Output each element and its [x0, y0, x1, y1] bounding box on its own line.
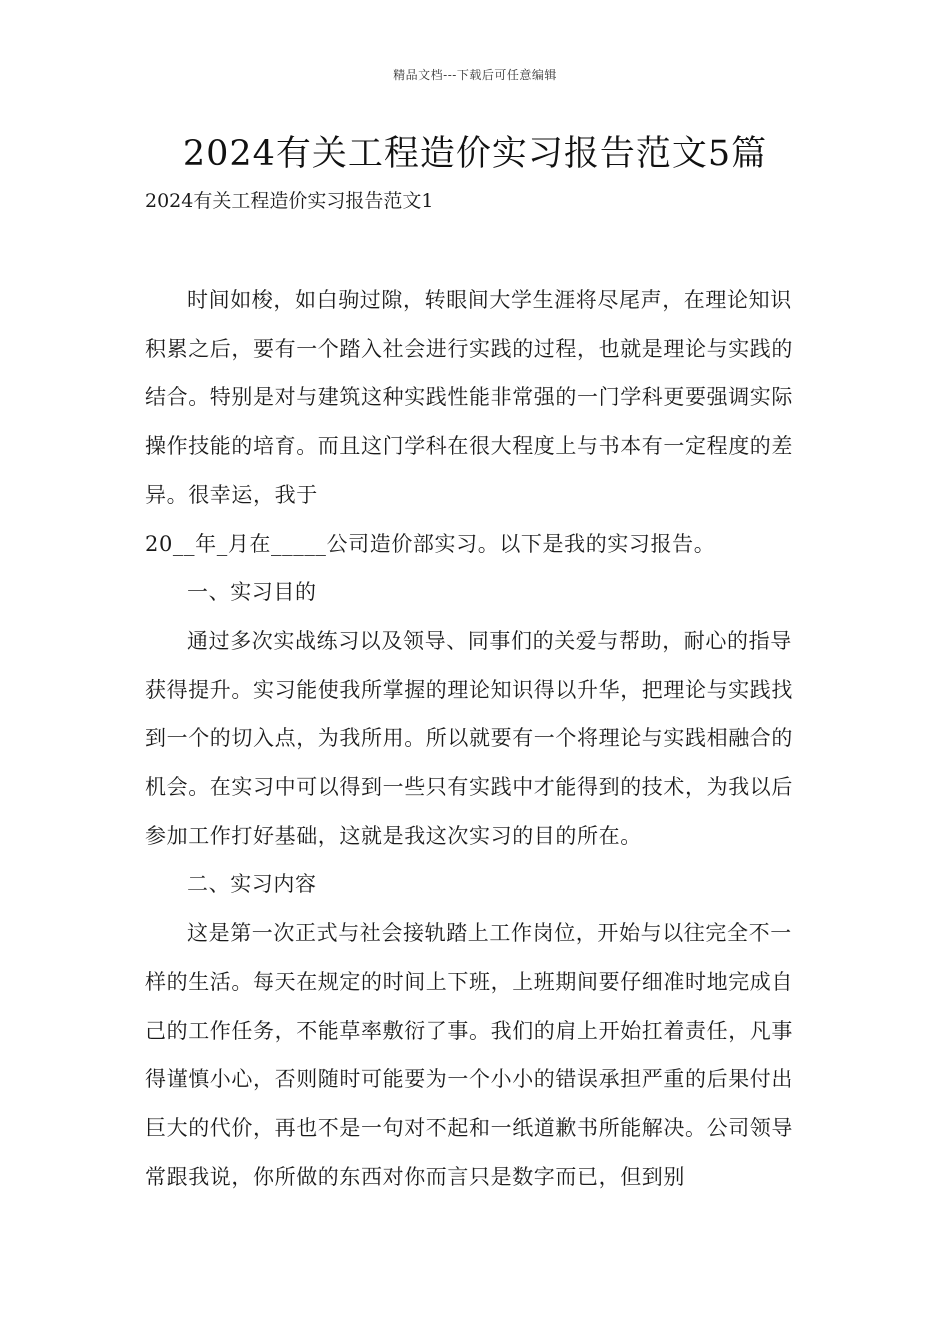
paragraph-date-line: 20__年_月在_____公司造价部实习。以下是我的实习报告。	[145, 531, 716, 556]
document-subtitle: 2024有关工程造价实习报告范文1	[145, 190, 434, 212]
header-note: 精品文档---下载后可任意编辑	[393, 68, 557, 82]
paragraph-purpose: 通过多次实战练习以及领导、同事们的关爱与帮助，耐心的指导获得提升。实习能使我所掌握的理论知识得以升华，把理论与实践找到一个的切入点，为我所用。所以就要有一个将理论与实践相融合的机会。在实习中可以得到一些只有实践中才能得到的技术，为我以后参加工作打好基础，这就是我这次实习的目的所在。	[145, 628, 793, 848]
paragraph-content: 这是第一次正式与社会接轨踏上工作岗位，开始与以往完全不一样的生活。每天在规定的时间上下班，上班期间要仔细准时地完成自己的工作任务，不能草率敷衍了事。我们的肩上开始扛着责任，凡事得谨慎小心，否则随时可能要为一个小小的错误承担严重的后果付出巨大的代价，再也不是一句对不起和一纸道歉书所能解决。公司领导常跟我说，你所做的东西对你而言只是数字而已，但到别	[145, 921, 793, 1189]
paragraph-intro: 时间如梭，如白驹过隙，转眼间大学生涯将尽尾声，在理论知识积累之后，要有一个踏入社会进行实践的过程，也就是理论与实践的结合。特别是对与建筑这种实践性能非常强的一门学科更要强调实际操作技能的培育。而且这门学科在很大程度上与书本有一定程度的差异。很幸运，我于	[145, 288, 793, 507]
document-body	[145, 276, 807, 1201]
section-heading-purpose: 一、实习目的	[187, 580, 317, 605]
section-heading-content: 二、实习内容	[187, 872, 317, 897]
document-title: 2024有关工程造价实习报告范文5篇	[182, 134, 768, 174]
